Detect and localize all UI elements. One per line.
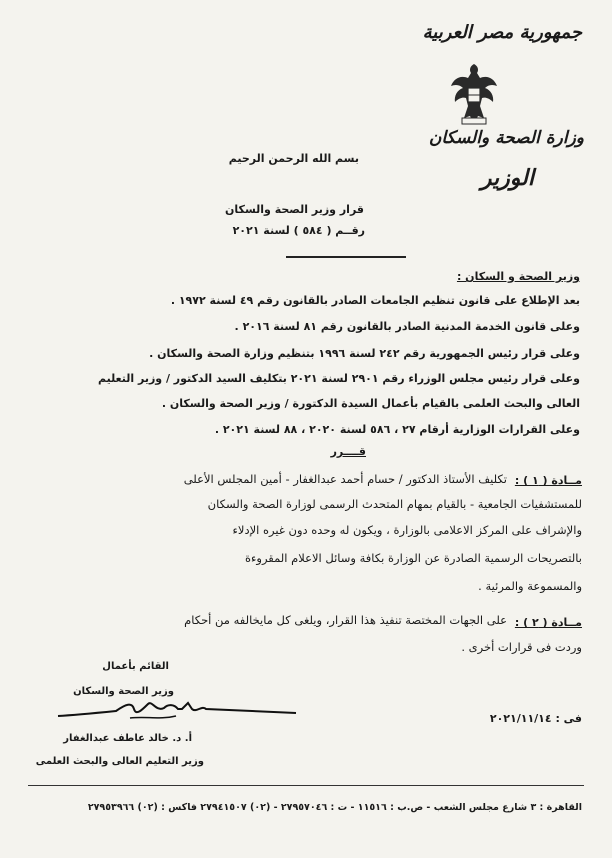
basmala: بسم الله الرحمن الرحيم xyxy=(228,152,359,165)
acting-ministry: وزير الصحة والسكان xyxy=(73,686,174,697)
preamble-line: وعلى القرارات الوزارية أرقام ٢٧ ، ٥٨٦ لسنة ٢٠٢٠ ، ٨٨ لسنة ٢٠٢١ . xyxy=(214,423,580,436)
title-underline xyxy=(286,256,406,258)
article-line: والإشراف على المركز الاعلامى بالوزارة ، ويكون له وحده دون غيره الإدلاء xyxy=(232,523,582,537)
eagle-emblem-icon xyxy=(448,60,500,128)
decree-title: قرار وزير الصحة والسكان xyxy=(225,203,364,216)
letterhead-minister: الوزير xyxy=(480,165,534,191)
article-line: على الجهات المختصة تنفيذ هذا القرار، ويلغى كل مايخالفه من أحكام xyxy=(184,613,507,627)
article-line: وردت فى قرارات أخرى . xyxy=(461,640,582,654)
preamble-line: العالى والبحث العلمى بالقيام بأعمال السيدة الدكتورة / وزير الصحة والسكان . xyxy=(161,397,580,410)
signatory-name: أ. د. خالد عاطف عبدالغفار xyxy=(63,733,192,744)
letterhead-ministry: وزارة الصحة والسكان xyxy=(428,128,584,148)
handwritten-signature-icon xyxy=(56,694,306,728)
article-line: بالتصريحات الرسمية الصادرة عن الوزارة بكافة وسائل الاعلام المقروءة xyxy=(244,551,582,565)
letterhead-republic: جمهورية مصر العربية xyxy=(422,22,582,43)
acting-label: القائم بأعمال xyxy=(102,661,169,672)
preamble-line: وعلى قرار رئيس مجلس الوزراء رقم ٢٩٠١ لسنة ٢٠٢١ بتكليف السيد الدكتور / وزير التعليم xyxy=(97,372,580,385)
footer-divider xyxy=(28,785,584,786)
article-line: تكليف الأستاذ الدكتور / حسام أحمد عبدالغفار - أمين المجلس الأعلى xyxy=(183,472,507,486)
footer-address: القاهرة : ٣ شارع مجلس الشعب - ص.ب : ١١٥١٦ - ت : ٢٧٩٥٧٠٤٦ - (٠٢) ٢٧٩٤١٥٠٧ فاكس : (٠٢) ٢٧٩٥٣٩٦٦ xyxy=(87,802,582,813)
signatory-title: وزير التعليم العالى والبحث العلمى xyxy=(35,756,204,767)
article-label: مــادة ( ٢ ) : xyxy=(514,616,582,629)
decree-date: فى : ٢٠٢١/١١/١٤ xyxy=(489,712,582,725)
article-label: مــادة ( ١ ) : xyxy=(514,474,582,487)
preamble-line: وعلى قانون الخدمة المدنية الصادر بالقانون رقم ٨١ لسنة ٢٠١٦ . xyxy=(234,320,580,333)
article-line: للمستشفيات الجامعية - بالقيام بمهام المتحدث الرسمى لوزارة الصحة والسكان xyxy=(207,497,582,511)
decree-number: رقــم ( ٥٨٤ ) لسنة ٢٠٢١ xyxy=(232,224,365,237)
preamble-line: وعلى قرار رئيس الجمهورية رقم ٢٤٢ لسنة ١٩٩٦ بتنظيم وزارة الصحة والسكان . xyxy=(149,347,580,360)
decided-heading: قــــرر xyxy=(330,445,366,458)
preamble-line: بعد الإطلاع على قانون تنظيم الجامعات الصادر بالقانون رقم ٤٩ لسنة ١٩٧٢ . xyxy=(170,294,580,307)
preamble-heading: وزير الصحة و السكان : xyxy=(456,270,580,283)
article-line: والمسموعة والمرئية . xyxy=(478,579,582,593)
